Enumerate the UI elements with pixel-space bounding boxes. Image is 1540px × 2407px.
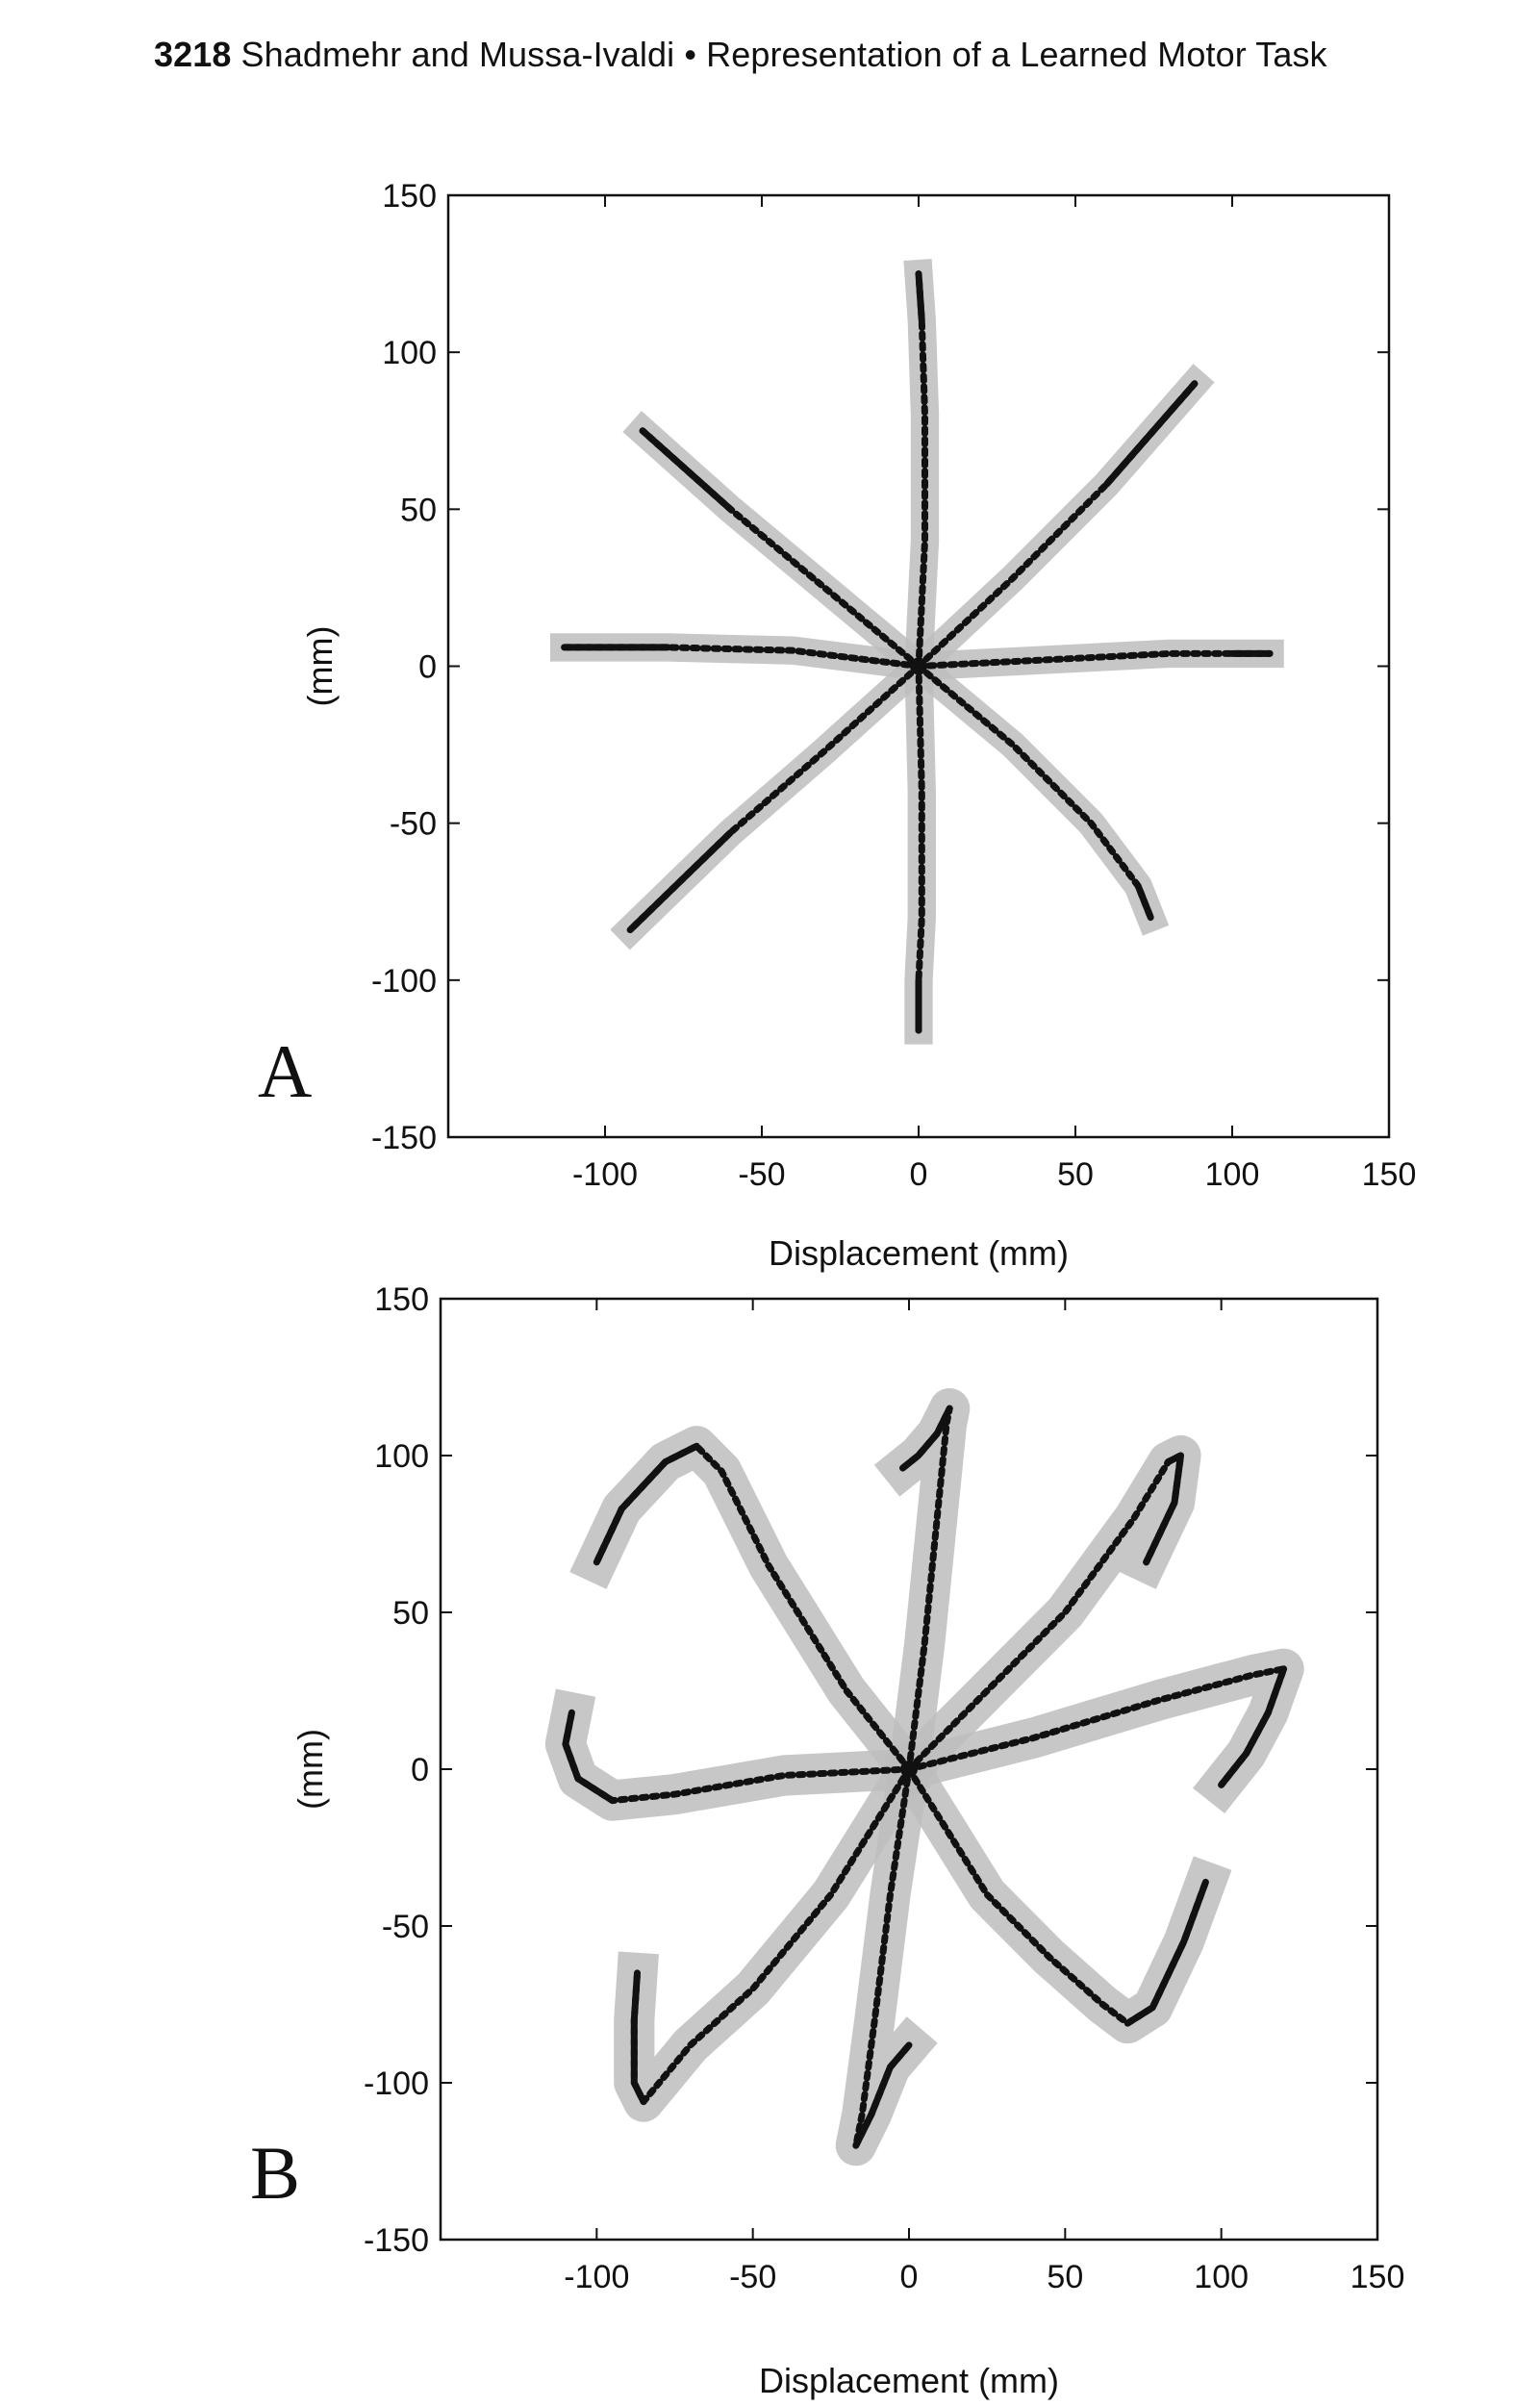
x-tick-label: 100 <box>1194 2259 1250 2295</box>
y-tick-label: -50 <box>381 1909 429 1945</box>
x-tick-label: 50 <box>1047 2259 1084 2295</box>
trajectory-tail <box>919 274 921 321</box>
trajectory-band <box>596 1446 909 1769</box>
x-tick-label: -100 <box>571 1156 639 1193</box>
trajectory-band <box>919 667 1150 918</box>
running-title: Shadmehr and Mussa-Ivaldi • Representation of a Learned Motor Task <box>240 35 1327 74</box>
chart-panel-a <box>258 178 1416 1273</box>
x-axis-label: Displacement (mm) <box>758 2361 1060 2400</box>
y-tick-label: 150 <box>382 178 437 215</box>
panel-label: A <box>258 1029 313 1113</box>
y-tick-label: 100 <box>374 1438 429 1475</box>
page-number: 3218 <box>154 35 232 74</box>
start-point <box>900 1761 918 1778</box>
start-point <box>910 658 927 675</box>
trajectory-tail <box>1107 384 1195 484</box>
x-tick-label: 0 <box>909 1156 928 1193</box>
x-tick-label: 150 <box>1350 2259 1405 2295</box>
x-tick-label: 150 <box>1361 1156 1417 1193</box>
y-axis-label: (mm) <box>290 1729 330 1810</box>
y-tick-label: 50 <box>400 492 437 529</box>
trajectory-tail <box>630 833 730 930</box>
y-tick-label: -50 <box>389 805 437 843</box>
x-tick-label: -50 <box>738 1156 786 1193</box>
x-tick-label: -100 <box>564 2259 630 2295</box>
chart-panel-b <box>250 1281 1404 2400</box>
y-tick-label: -100 <box>370 962 437 1000</box>
trajectory-line <box>919 667 921 1031</box>
y-tick-label: 150 <box>374 1281 429 1318</box>
x-axis-label: Displacement (mm) <box>768 1233 1070 1273</box>
x-tick-label: -50 <box>729 2259 777 2295</box>
x-tick-label: 0 <box>899 2259 919 2295</box>
y-tick-label: -150 <box>370 1120 437 1156</box>
y-tick-label: 0 <box>411 1752 429 1788</box>
panel-label: B <box>250 2131 301 2215</box>
y-tick-label: -150 <box>363 2222 429 2259</box>
x-tick-label: 50 <box>1057 1156 1094 1193</box>
variance-bands <box>566 1408 1284 2145</box>
y-tick-label: 100 <box>382 335 437 372</box>
y-axis-label: (mm) <box>300 625 340 707</box>
y-tick-label: -100 <box>363 2065 429 2102</box>
y-tick-label: 50 <box>392 1595 429 1632</box>
x-tick-label: 100 <box>1204 1156 1260 1193</box>
trajectory-tail <box>643 431 730 510</box>
y-tick-label: 0 <box>418 648 437 686</box>
